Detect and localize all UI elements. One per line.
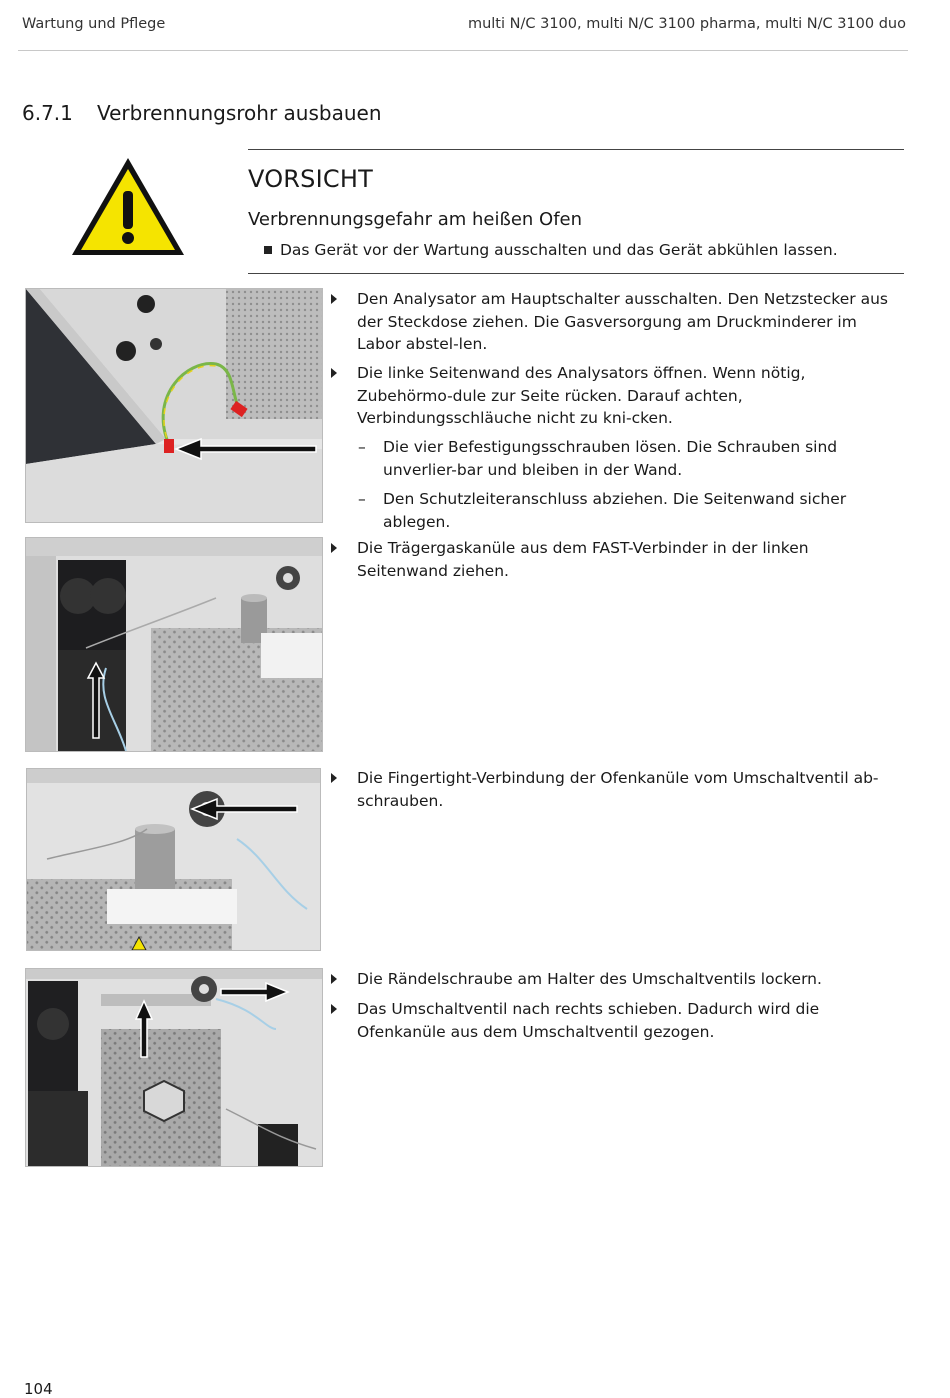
warning-heading: Verbrennungsgefahr am heißen Ofen: [248, 209, 583, 230]
step-triangle-icon: [331, 1004, 337, 1014]
substep-item: – Den Schutzleiteranschluss abziehen. Die Seitenwand sicher ablegen.: [358, 490, 847, 531]
square-bullet-icon: [264, 246, 272, 254]
warning-bottom-rule: [248, 273, 904, 274]
running-header-left: Wartung und Pflege: [22, 16, 166, 32]
header-divider: [18, 50, 908, 51]
warning-top-rule: [248, 149, 904, 150]
photo-side-wall-earth-connection: [25, 288, 323, 523]
step-item: Die Trägergaskanüle aus dem FAST-Verbinder in der linken Seitenwand ziehen.: [331, 537, 903, 582]
step-item: Das Umschaltventil nach rechts schieben. Dadurch wird die Ofenkanüle aus dem Umschaltventil gezogen.: [331, 998, 903, 1043]
step-triangle-icon: [331, 543, 337, 553]
photo-fingertight-connection: [26, 768, 321, 951]
step-item: Die Fingertight-Verbindung der Ofenkanüle vom Umschaltventil ab-schrauben.: [331, 767, 903, 812]
warning-signal-word: VORSICHT: [248, 165, 373, 193]
step-triangle-icon: [331, 974, 337, 984]
step-item: Den Analysator am Hauptschalter ausschalten. Den Netzstecker aus der Steckdose ziehen. Die Gasversorgung am Druckminderer im Labor abstel-len.: [331, 288, 903, 356]
step-item: Die Rändelschraube am Halter des Umschaltventils lockern.: [331, 968, 903, 991]
page-number: 104: [24, 1380, 53, 1398]
section-title: Verbrennungsrohr ausbauen: [97, 101, 382, 125]
step-item: Die linke Seitenwand des Analysators öffnen. Wenn nötig, Zubehörmo-dule zur Seite rücken. Darauf achten, Verbindungsschläuche nicht zu kni-cken.: [331, 362, 903, 430]
photo-fast-connector: [25, 537, 323, 752]
substep-item: – Die vier Befestigungsschrauben lösen. Die Schrauben sind unverlier-bar und bleiben in der Wand.: [358, 438, 838, 479]
step-triangle-icon: [331, 294, 337, 304]
warning-triangle-icon: [69, 155, 187, 259]
step-triangle-icon: [331, 368, 337, 378]
photo-switching-valve: [25, 968, 323, 1167]
section-number: 6.7.1: [22, 101, 73, 125]
step-triangle-icon: [331, 773, 337, 783]
running-header-right: multi N/C 3100, multi N/C 3100 pharma, multi N/C 3100 duo: [467, 16, 906, 32]
warning-instruction: Das Gerät vor der Wartung ausschalten und das Gerät abkühlen lassen.: [280, 241, 838, 259]
